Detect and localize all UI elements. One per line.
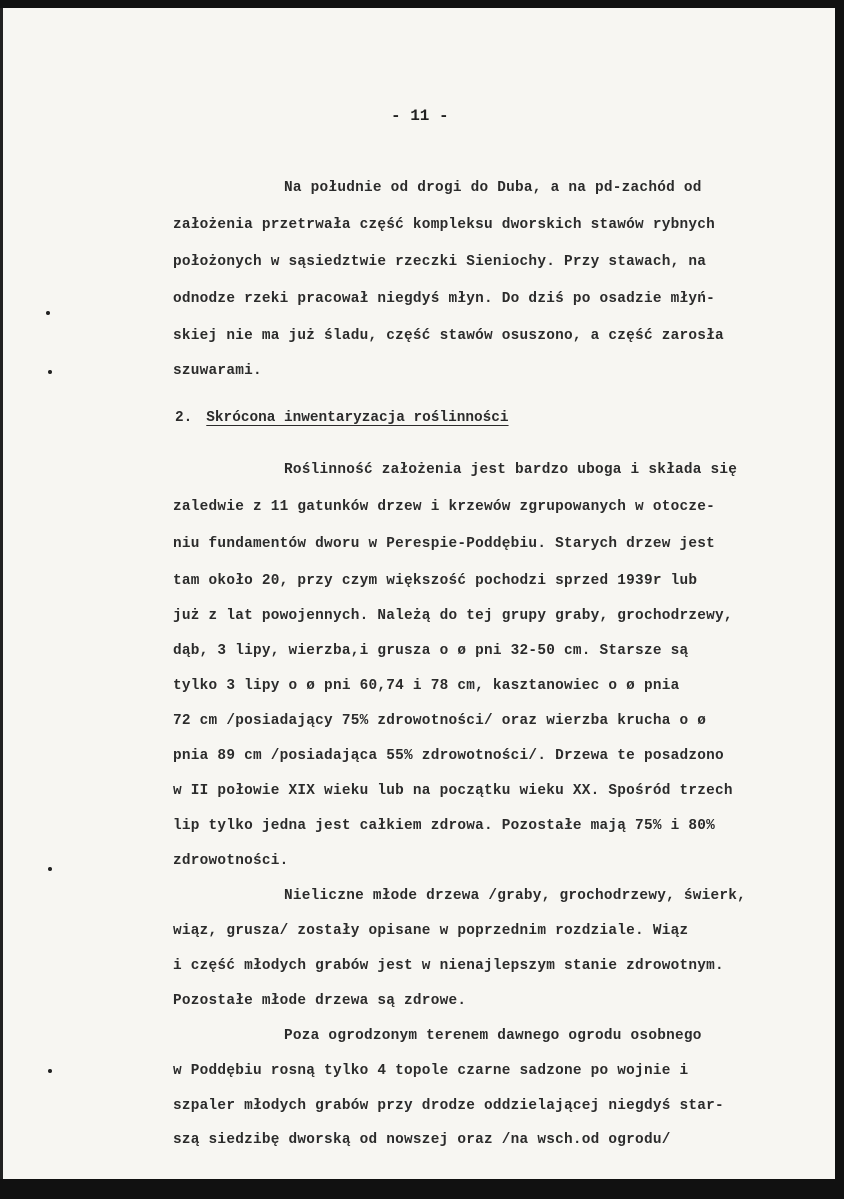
section-paragraph-1-line-12: zdrowotności. — [173, 853, 289, 869]
section-paragraph-2-line-1: Nieliczne młode drzewa /graby, grochodrzewy, świerk, — [284, 888, 747, 904]
scan-speck — [48, 370, 52, 374]
section-paragraph-3-line-2: w Poddębiu rosną tylko 4 topole czarne sadzone po wojnie i — [173, 1063, 689, 1079]
section-paragraph-1-line-10: w II połowie XIX wieku lub na początku wieku XX. Spośród trzech — [173, 783, 733, 799]
paragraph-1-line-4: odnodze rzeki pracował niegdyś młyn. Do dziś po osadzie młyń- — [173, 291, 716, 307]
section-paragraph-1-line-4: tam około 20, przy czym większość pochodzi sprzed 1939r lub — [173, 573, 698, 589]
section-paragraph-1-line-6: dąb, 3 lipy, wierzba,i grusza o ø pni 32-50 cm. Starsze są — [173, 643, 689, 659]
document-page — [3, 8, 835, 1179]
scan-speck — [48, 1069, 52, 1073]
section-paragraph-1-line-7: tylko 3 lipy o ø pni 60,74 i 78 cm, kasztanowiec o ø pnia — [173, 678, 680, 694]
section-paragraph-1-line-8: 72 cm /posiadający 75% zdrowotności/ oraz wierzba krucha o ø — [173, 713, 707, 729]
section-paragraph-3-line-1: Poza ogrodzonym terenem dawnego ogrodu osobnego — [284, 1028, 702, 1044]
section-paragraph-1-line-1: Roślinność założenia jest bardzo uboga i składa się — [284, 462, 738, 478]
section-paragraph-2-line-2: wiąz, grusza/ zostały opisane w poprzednim rozdziale. Wiąz — [173, 923, 689, 939]
paragraph-1-line-5: skiej nie ma już śladu, część stawów osuszono, a część zarosła — [173, 328, 724, 344]
paragraph-1-line-3: położonych w sąsiedztwie rzeczki Sieniochy. Przy stawach, na — [173, 254, 707, 270]
section-paragraph-3-line-3: szpaler młodych grabów przy drodze oddzielającej niegdyś star- — [173, 1098, 724, 1114]
section-paragraph-1-line-11: lip tylko jedna jest całkiem zdrowa. Pozostałe mają 75% i 80% — [173, 818, 716, 834]
section-paragraph-1-line-5: już z lat powojennych. Należą do tej grupy graby, grochodrzewy, — [173, 608, 733, 624]
section-paragraph-2-line-3: i część młodych grabów jest w nienajlepszym stanie zdrowotnym. — [173, 958, 724, 974]
section-paragraph-3-line-4: szą siedzibę dworską od nowszej oraz /na wsch.od ogrodu/ — [173, 1132, 671, 1148]
section-paragraph-1-line-2: zaledwie z 11 gatunków drzew i krzewów zgrupowanych w otocze- — [173, 499, 716, 515]
section-paragraph-1-line-3: niu fundamentów dworu w Perespie-Poddębiu. Starych drzew jest — [173, 536, 716, 552]
section-paragraph-2-line-4: Pozostałe młode drzewa są zdrowe. — [173, 993, 467, 1009]
paragraph-1-line-2: założenia przetrwała część kompleksu dworskich stawów rybnych — [173, 217, 716, 233]
section-title: Skrócona inwentaryzacja roślinności — [206, 410, 509, 426]
paragraph-1-line-6: szuwarami. — [173, 363, 262, 379]
scan-speck — [46, 311, 50, 315]
section-heading — [175, 408, 509, 428]
scan-bottom-edge — [0, 1179, 844, 1199]
section-paragraph-1-line-9: pnia 89 cm /posiadająca 55% zdrowotności/. Drzewa te posadzono — [173, 748, 724, 764]
scan-speck — [48, 867, 52, 871]
page-number: - 11 - — [391, 107, 449, 125]
paragraph-1-line-1: Na południe od drogi do Duba, a na pd-zachód od — [284, 180, 702, 196]
section-number: 2. — [175, 410, 193, 426]
